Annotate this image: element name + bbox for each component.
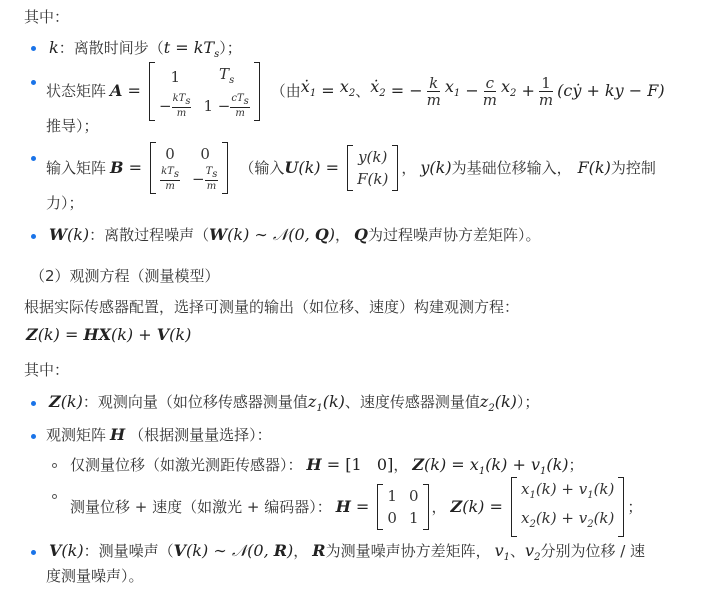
item-B: 输入矩阵 B = 0 0 $kT_s$ m − $T_s$ m （输入 U (k) = y(k) F(k) ， y(k) 为基础位移输入， F(k) 为控制 [46,144,656,192]
Z-desc-end: ）； [516,393,540,411]
vector-U: y(k) F(k) [347,145,398,191]
B-input-mid: ， [401,159,417,177]
sub2-label: 测量位移 + 速度（如激光 + 编码器）： [70,498,332,516]
sub2-sep: ， [431,498,447,516]
W-desc: ：离散过程噪声（ [89,226,210,244]
W-desc-mid: ， [335,226,351,244]
V-desc-sep: 、 [510,542,526,560]
item-Z: Z(k)：观测向量（如位移传感器测量值$z_1(k)$、速度传感器测量值$z_2(k)$）； [49,392,540,415]
B-input: （输入 [239,159,285,177]
B-force: 为控制 [610,159,656,177]
item-H: 观测矩阵 H （根据测量量选择）： [46,425,272,444]
sub2-end: ； [627,498,643,516]
intro-label: 其中： [24,8,70,26]
item-V: V(k)：测量噪声（V(k) ∼ 𝒩(0, R)， R为测量噪声协方差矩阵， $v_1$、$v_2$分别为位移 / 速 [49,541,646,564]
bullet-H [31,434,36,439]
Z-desc-mid: 、速度传感器测量值 [344,393,480,411]
V-desc-mid: ， [293,542,309,560]
H-desc: （根据测量量选择）： [129,426,272,444]
V-desc-end: 度测量噪声）。 [46,567,144,585]
sub-bullet-2 [52,494,57,499]
A-label: 状态矩阵 [46,82,107,100]
A-derive: （由 [270,82,301,100]
B-base: 为基础位移输入， [451,159,572,177]
item-A: 状态矩阵 A = 1 $T_s$ − $kT_s$ m 1 − $cT_s$ m （由 ẋ$_1$ = $x_2$ 、 ẋ$_2$ = − $\frac{k}{m}$ $x_1$ − $\frac{c}{m}$ $x_2$ + $\frac{1}{m}$ (cẏ + ky − F) [46,67,665,115]
matrix-B: 0 0 $kT_s$ m − $T_s$ m [150,142,228,194]
sub-item-2: 测量位移 + 速度（如激光 + 编码器）： H = 1 0 0 1 ， Z (k) = $x_1(k) + v_1(k)$ $x_2(k) + v_2(k)$ ； [70,484,642,530]
intro-label-2: 其中： [24,361,70,379]
B-force-end: 力）； [46,194,84,212]
sub1-label: 仅测量位移（如激光测距传感器）： [70,456,303,474]
bullet-V [31,550,36,555]
k-desc-end: ）； [219,39,242,57]
B-label: 输入矩阵 [46,159,107,177]
A-derive-sep: 、 [355,82,371,100]
section-title: （2）观测方程（测量模型） [30,267,220,285]
vector-Z: $x_1(k) + v_1(k)$ $x_2(k) + v_2(k)$ [511,477,624,537]
bullet-W [31,234,36,239]
V-desc: ：测量噪声（ [83,542,174,560]
A-derive-end: 推导）； [46,117,99,135]
V-desc-tail: 分别为位移 / 速 [540,542,646,560]
H-label: 观测矩阵 [46,426,107,444]
sub-bullet-1 [52,463,57,468]
sub-item-1: 仅测量位移（如激光测距传感器）： H = [1 0]， $Z(k) = x_1(k) + v_1(k)$； [70,455,584,478]
bullet-B [31,156,36,161]
sub1-sep: ， [393,456,409,474]
sub1-end: ； [568,456,584,474]
item-W: W(k)：离散过程噪声（W(k) ∼ 𝒩(0, Q)， Q为过程噪声协方差矩阵）。 [49,225,541,244]
bullet-Z [31,401,36,406]
bullet-A [31,80,36,85]
observation-equation: Z(k) = HX(k) + V(k) [26,325,192,344]
k-desc: ：离散时间步（ [58,39,164,57]
W-desc-end: 为过程噪声协方差矩阵）。 [367,226,541,244]
Z-desc: ：观测向量（如位移传感器测量值 [82,393,308,411]
section-desc: 根据实际传感器配置，选择可测量的输出（如位移、速度）构建观测方程： [24,298,520,316]
matrix-H: 1 0 0 1 [377,484,428,530]
matrix-A: 1 $T_s$ − $kT_s$ m 1 − $cT_s$ m [149,62,260,121]
V-desc-mid2: 为测量噪声协方差矩阵， [325,542,491,560]
item-k: k：离散时间步$(t = kT_s)$； [49,38,242,61]
bullet-k [31,46,36,51]
